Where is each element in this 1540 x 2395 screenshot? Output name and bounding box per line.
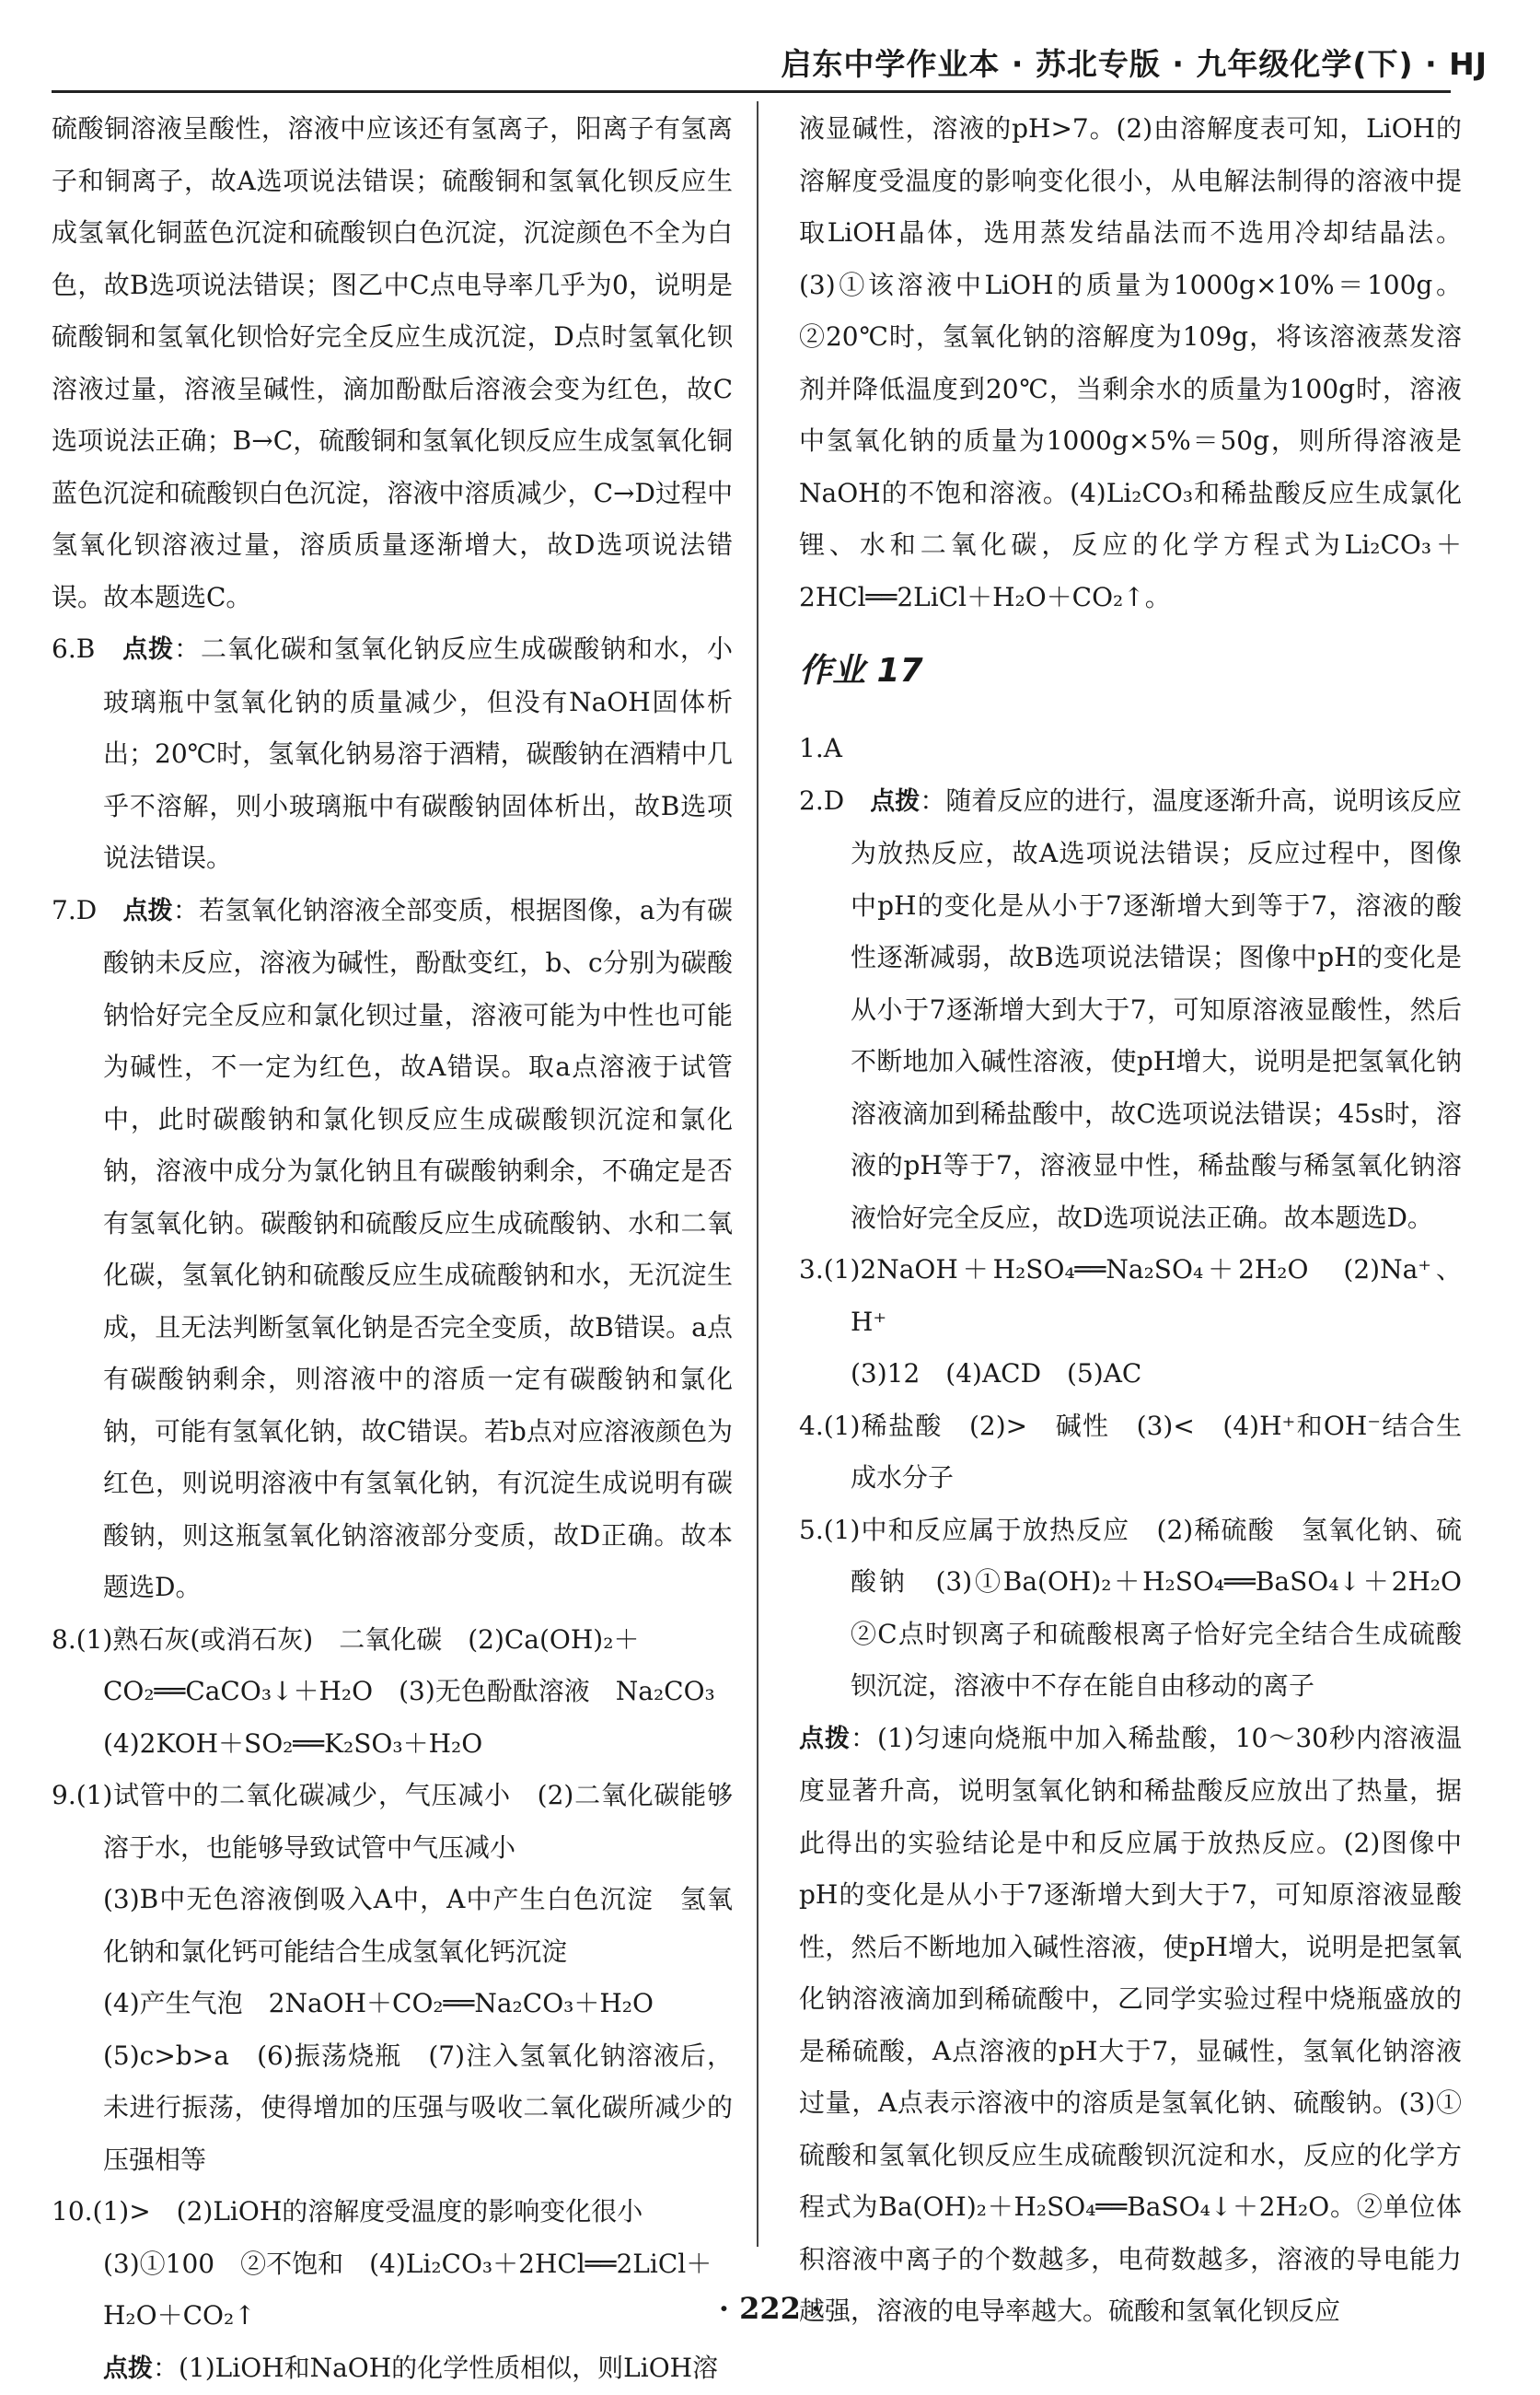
hw17-answer-3-line-1: 3.(1)2NaOH＋H₂SO₄══Na₂SO₄＋2H₂O (2)Na⁺、H⁺	[799, 1244, 1462, 1348]
header-rule	[52, 90, 1451, 93]
hw17-answer-5-hint-text: ：(1)匀速向烧瓶中加入稀盐酸，10～30秒内溶液温度显著升高，说明氢氧化钠和稀盐酸反应放出了热量，据此得出的实验结论是中和反应属于放热反应。(2)图像中pH的变化是从小于7逐渐增大到大于7，可知原溶液显酸性，然后不断地加入碱性溶液，使pH增大，说明是把氢氧化钠溶液滴加到稀硫酸中，乙同学实验过程中烧瓶盛放的是稀硫酸，A点溶液的pH大于7，显碱性，氢氧化钠溶液过量，A点表示溶液中的溶质是氢氧化钠、硫酸钠。(3)①硫酸和氢氧化钡反应生成硫酸钡沉淀和水，反应的化学方程式为Ba(OH)₂＋H₂SO₄══BaSO₄↓＋2H₂O。②单位体积溶液中离子的个数越多，电荷数越多，溶液的导电能力越强，溶液的电导率越大。硫酸和氢氧化钡反应	[799, 1723, 1462, 2327]
hw17-answer-5: 5.(1)中和反应属于放热反应 (2)稀硫酸 氢氧化钠、硫酸钠 (3)①Ba(OH)₂＋H₂SO₄══BaSO₄↓＋2H₂O ②C点时钡离子和硫酸根离子恰好完全结合生成硫酸钡沉淀，溶液中不存在能自由移动的离子	[799, 1505, 1462, 1713]
answer-6-number: 6.B	[52, 634, 95, 664]
answer-6-hint-label: 点拨	[122, 635, 174, 664]
answer-7-hint-label: 点拨	[123, 897, 173, 925]
answer-8-line-1: 8.(1)熟石灰(或消石灰) 二氧化碳 (2)Ca(OH)₂＋	[52, 1614, 733, 1667]
hw17-answer-1: 1.A	[799, 723, 1462, 775]
hw17-answer-2-hint-label: 点拨	[870, 787, 920, 816]
answer-6-hint-text: ：二氧化碳和氢氧化钠反应生成碳酸钠和水，小玻璃瓶中氢氧化钠的质量减少，但没有NaOH固体析出；20℃时，氢氧化钠易溶于酒精，碳酸钠在酒精中几乎不溶解，则小玻璃瓶中有碳酸钠固体析出，故B选项说法错误。	[103, 634, 733, 873]
hw17-answer-2-number: 2.D	[799, 785, 844, 816]
hw17-answer-2	[799, 775, 1462, 1245]
answer-7-hint-text: ：若氢氧化钠溶液全部变质，根据图像，a为有碳酸钠未反应，溶液为碱性，酚酞变红，b、c分别为碳酸钠恰好完全反应和氯化钡过量，溶液可能为中性也可能为碱性，不一定为红色，故A错误。取a点溶液于试管中，此时碳酸钠和氯化钡反应生成碳酸钡沉淀和氯化钠，溶液中成分为氯化钠且有碳酸钠剩余，不确定是否有氢氧化钠。碳酸钠和硫酸反应生成硫酸钠、水和二氧化碳，氢氧化钠和硫酸反应生成硫酸钠和水，无沉淀生成，且无法判断氢氧化钠是否完全变质，故B错误。a点有碳酸钠剩余，则溶液中的溶质一定有碳酸钠和氯化钠，可能有氢氧化钠，故C错误。若b点对应溶液颜色为红色，则说明溶液中有氢氧化钠，有沉淀生成说明有碳酸钠，则这瓶氢氧化钠溶液部分变质，故D正确。故本题选D。	[103, 895, 733, 1603]
left-continuation-text: 硫酸铜溶液呈酸性，溶液中应该还有氢离子，阳离子有氢离子和铜离子，故A选项说法错误；硫酸铜和氢氧化钡反应生成氢氧化铜蓝色沉淀和硫酸钡白色沉淀，沉淀颜色不全为白色，故B选项说法错误；图乙中C点电导率几乎为0，说明是硫酸铜和氢氧化钡恰好完全反应生成沉淀，D点时氢氧化钡溶液过量，溶液呈碱性，滴加酚酞后溶液会变为红色，故C选项说法正确；B→C，硫酸铜和氢氧化钡反应生成氢氧化铜蓝色沉淀和硫酸钡白色沉淀，溶液中溶质减少，C→D过程中氢氧化钡溶液过量，溶质质量逐渐增大，故D选项说法错误。故本题选C。	[52, 103, 733, 623]
right-continuation-text: 液显碱性，溶液的pH>7。(2)由溶解度表可知，LiOH的溶解度受温度的影响变化很小，从电解法制得的溶液中提取LiOH晶体，选用蒸发结晶法而不选用冷却结晶法。(3)①该溶液中LiOH的质量为1000g×10%＝100g。②20℃时，氢氧化钠的溶解度为109g，将该溶液蒸发溶剂并降低温度到20℃，当剩余水的质量为100g时，溶液中氢氧化钠的质量为1000g×5%＝50g，则所得溶液是NaOH的不饱和溶液。(4)Li₂CO₃和稀盐酸反应生成氯化锂、水和二氧化碳，反应的化学方程式为Li₂CO₃＋2HCl══2LiCl＋H₂O＋CO₂↑。	[799, 103, 1462, 623]
answer-7	[52, 885, 733, 1614]
page-number: · 222 ·	[0, 2291, 1540, 2326]
hw17-answer-4: 4.(1)稀盐酸 (2)> 碱性 (3)< (4)H⁺和OH⁻结合生成水分子	[799, 1401, 1462, 1505]
answer-10-line-3: H₂O＋CO₂↑	[52, 2290, 733, 2343]
answer-9-line-4: (5)c>b>a (6)振荡烧瓶 (7)注入氢氧化钠溶液后，未进行振荡，使得增加的压强与吸收二氧化碳所减少的压强相等	[52, 2030, 733, 2187]
page-header: 启东中学作业本 · 苏北专版 · 九年级化学(下) · HJ	[52, 41, 1488, 84]
answer-10-line-2: (3)①100 ②不饱和 (4)Li₂CO₃＋2HCl══2LiCl＋	[52, 2238, 733, 2291]
answer-6	[52, 623, 733, 885]
answer-9-line-1: 9.(1)试管中的二氧化碳减少，气压减小 (2)二氧化碳能够溶于水，也能够导致试管中气压减小	[52, 1770, 733, 1874]
answer-9-line-3: (4)产生气泡 2NaOH＋CO₂══Na₂CO₃＋H₂O	[52, 1978, 733, 2030]
hw17-answer-5-hint-label: 点拨	[799, 1725, 851, 1753]
answer-10-hint-label: 点拨	[103, 2354, 153, 2383]
section-title: 作业 17	[799, 644, 1462, 699]
hw17-answer-2-hint-text: ：随着反应的进行，温度逐渐升高，说明该反应为放热反应，故A选项说法错误；反应过程中，图像中pH的变化是从小于7逐渐增大到等于7，溶液的酸性逐渐减弱，故B选项说法错误；图像中pH的变化是从小于7逐渐增大到大于7，可知原溶液显酸性，然后不断地加入碱性溶液，使pH增大，说明是把氢氧化钠溶液滴加到稀盐酸中，故C选项说法错误；45s时，溶液的pH等于7，溶液显中性，稀盐酸与稀氢氧化钠溶液恰好完全反应，故D选项说法正确。故本题选D。	[851, 785, 1462, 1233]
left-column	[52, 103, 733, 2395]
column-divider	[757, 101, 758, 2247]
answer-7-number: 7.D	[52, 895, 97, 925]
answer-8-line-3: (4)2KOH＋SO₂══K₂SO₃＋H₂O	[52, 1718, 733, 1771]
answer-9-line-2: (3)B中无色溶液倒吸入A中，A中产生白色沉淀 氢氧化钠和氯化钙可能结合生成氢氧化钙沉淀	[52, 1874, 733, 1978]
answer-10-line-1: 10.(1)> (2)LiOH的溶解度受温度的影响变化很小	[52, 2186, 733, 2238]
hw17-answer-3-line-2: (3)12 (4)ACD (5)AC	[799, 1348, 1462, 1401]
answer-10-hint	[52, 2343, 733, 2395]
answer-8-line-2: CO₂══CaCO₃↓＋H₂O (3)无色酚酞溶液 Na₂CO₃	[52, 1666, 733, 1718]
right-column	[799, 103, 1462, 2338]
answer-10-hint-text: ：(1)LiOH和NaOH的化学性质相似，则LiOH溶	[153, 2353, 718, 2383]
hw17-answer-5-hint	[799, 1713, 1462, 2338]
